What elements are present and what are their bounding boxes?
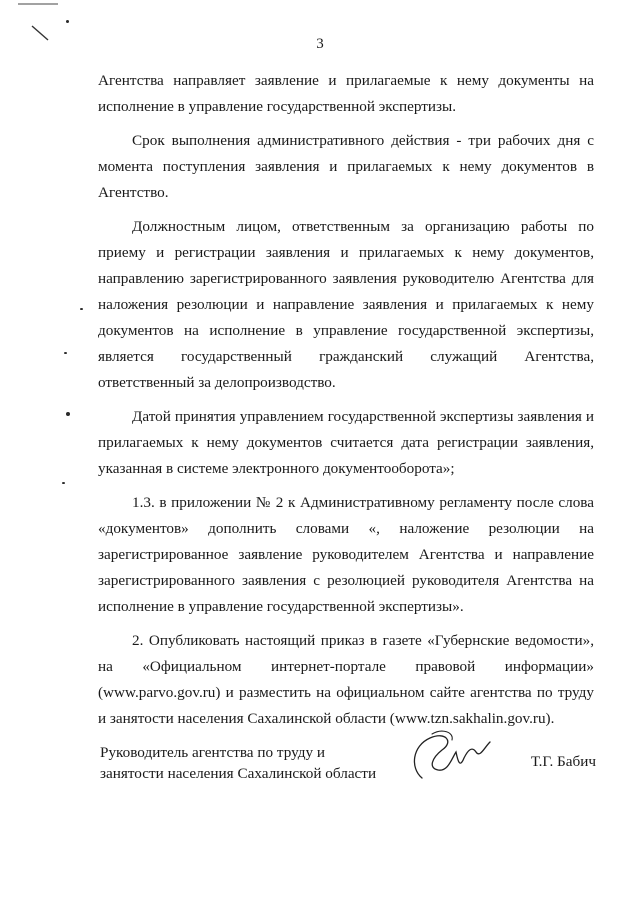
document-body	[98, 68, 594, 740]
paragraph: Датой принятия управлением государственной экспертизы заявления и прилагаемых к нему документов считается дата регистрации заявления, указанная в системе электронного документооборота»;	[98, 408, 594, 477]
page-number: 3	[316, 36, 324, 52]
signer-title	[100, 742, 400, 784]
scan-dot	[62, 482, 65, 484]
handwritten-signature	[402, 728, 494, 784]
paragraph: 2. Опубликовать настоящий приказ в газете «Губернские ведомости», на «Официальном интернет-портале правовой информации» (www.parvo.gov.ru) и разместить на официальном сайте агентства по труду и занятости населения Сахалинской области (www.tzn.sakhalin.gov.ru).	[98, 632, 594, 727]
paragraph: 1.3. в приложении № 2 к Административному регламенту после слова «документов» дополнить словами «, наложение резолюции на зарегистрированное заявление руководителем Агентства и направление зарегистрированного заявления с резолюцией руководителя Агентства на исполнение в управление государственной экспертизы».	[98, 494, 594, 615]
signer-title-line: Руководитель агентства по труду и	[100, 744, 325, 761]
signer-title-line: занятости населения Сахалинской области	[100, 765, 377, 782]
signer-name: Т.Г. Бабич	[530, 753, 596, 770]
scan-dot	[80, 308, 83, 310]
scan-dot	[64, 352, 67, 354]
scan-dot	[66, 20, 69, 23]
paragraph: Должностным лицом, ответственным за организацию работы по приему и регистрации заявления и прилагаемых к нему документов, направлению зарегистрированного заявления руководителю Агентства для наложения резолюции и направление заявления и прилагаемых к нему документов на исполнение в управление государственной экспертизы, является государственный гражданский служащий Агентства, ответственный за делопроизводство.	[98, 218, 594, 391]
paragraph: Агентства направляет заявление и прилагаемые к нему документы на исполнение в управление государственной экспертизы.	[98, 72, 594, 115]
signature-block	[100, 742, 600, 802]
scan-dot	[66, 412, 70, 416]
paragraph: Срок выполнения административного действия - три рабочих дня с момента поступления заявления и прилагаемых к нему документов в Агентство.	[98, 132, 594, 201]
